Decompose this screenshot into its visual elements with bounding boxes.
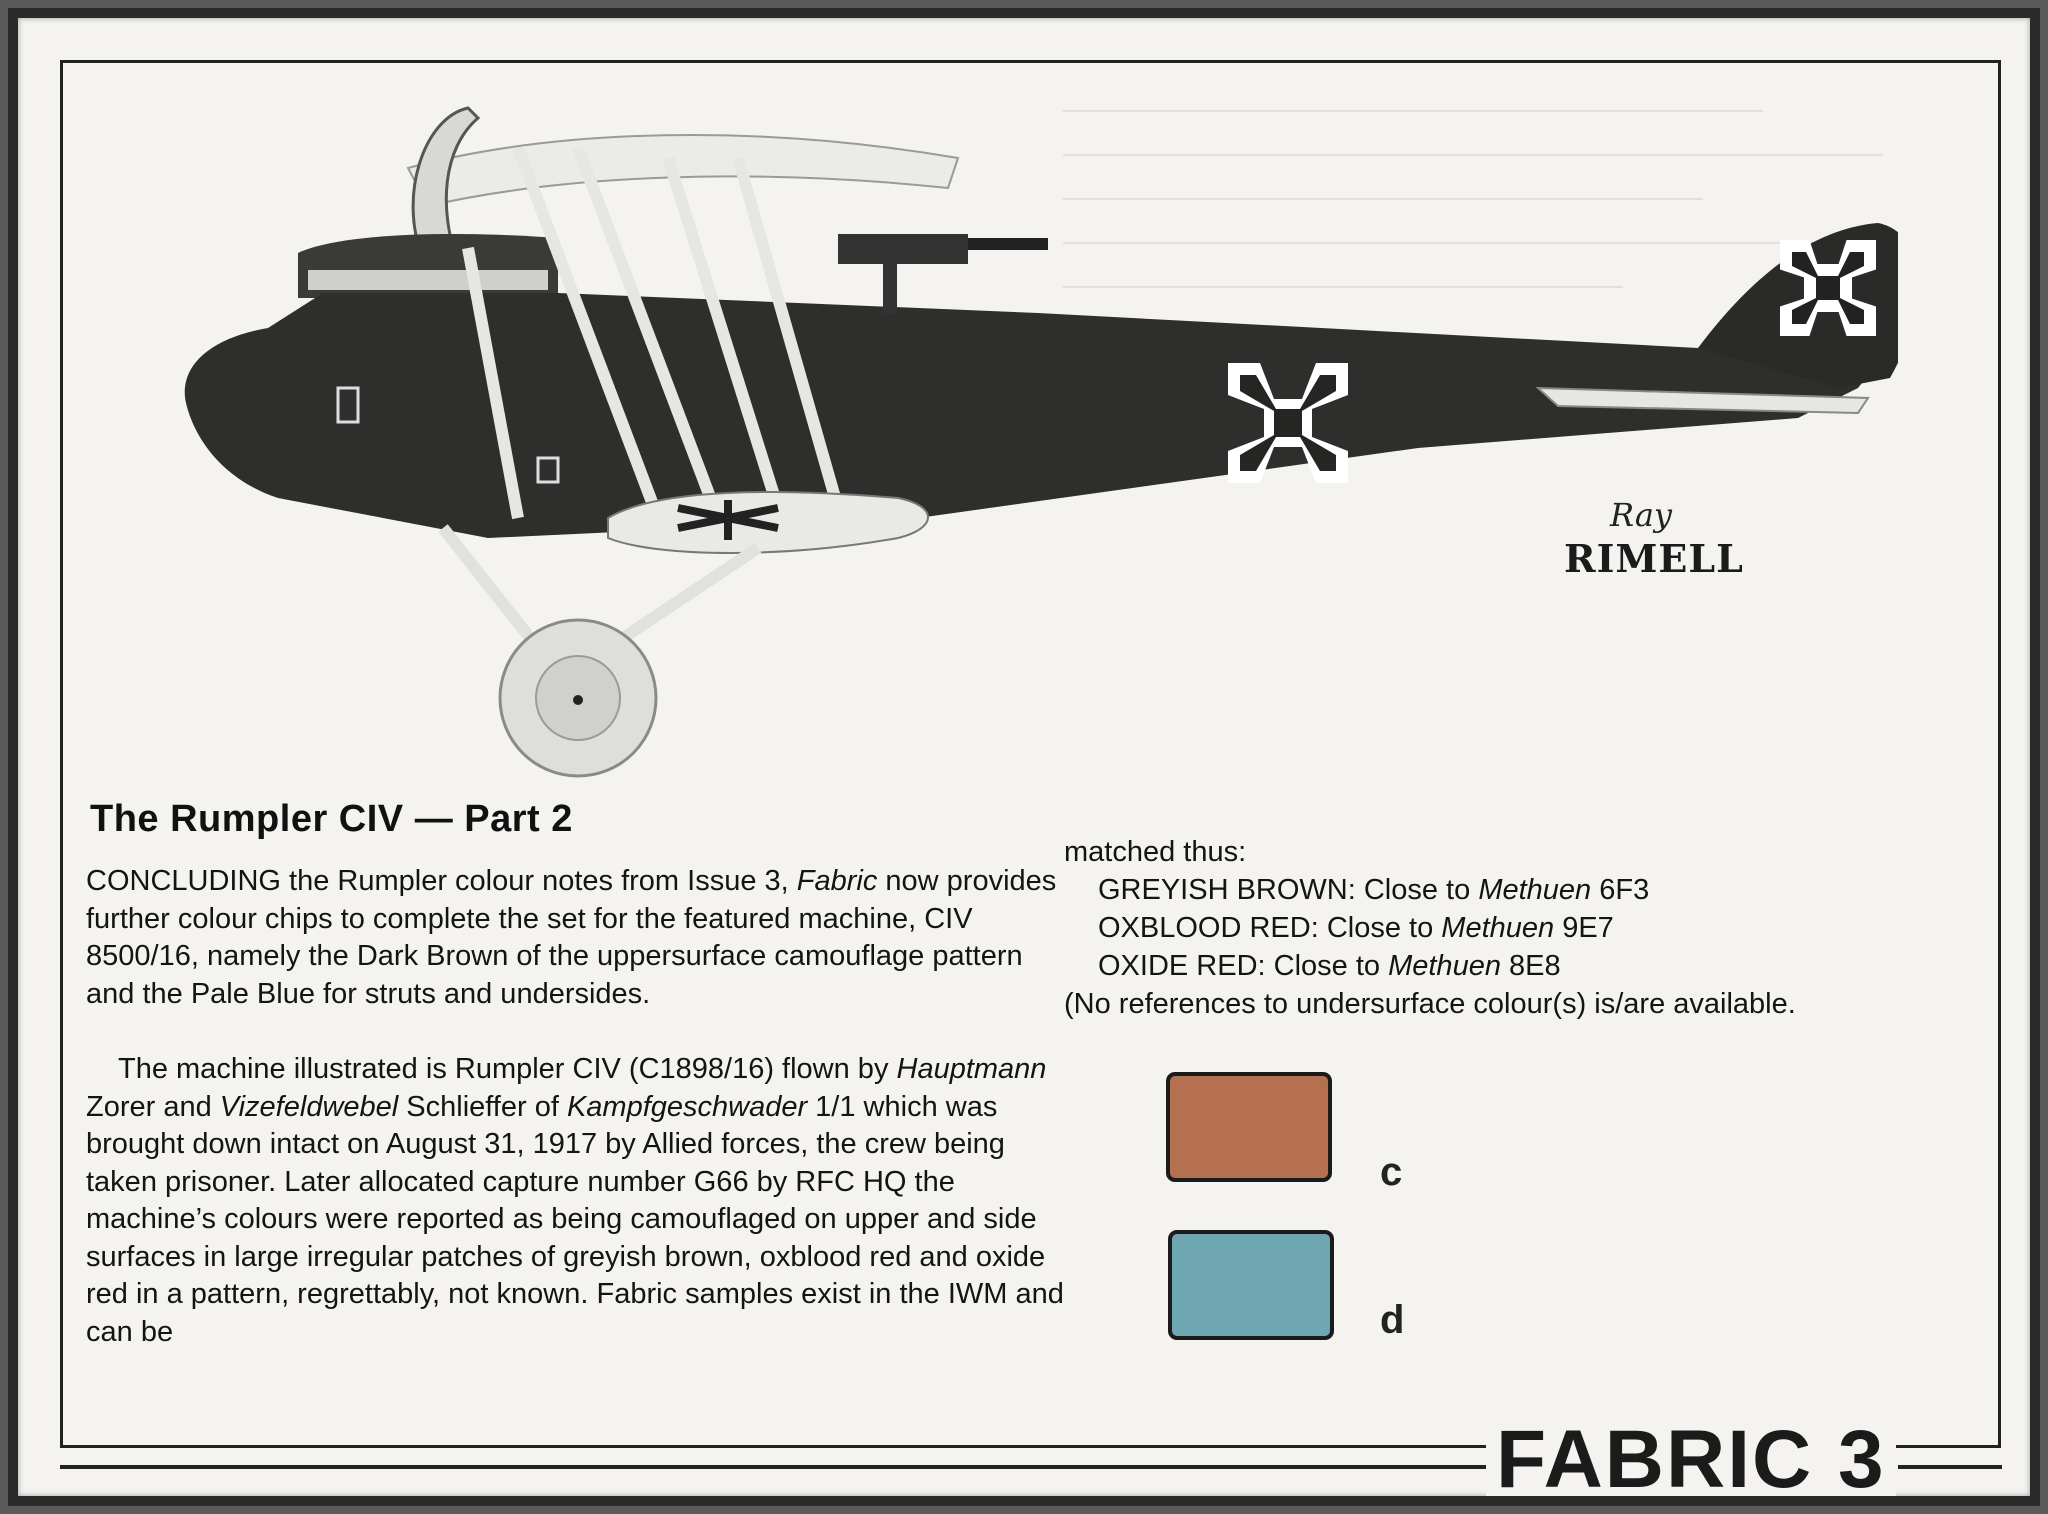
matched-intro: matched thus: [1064, 836, 1247, 868]
paragraph-intro: CONCLUDING the Rumpler colour notes from Issue 3, Fabric now provides further colour chips to complete the set for the featured machine, CIV 8500/16, namely the Dark Brown of the uppersurface camouflage pattern and the Pale Blue for struts and undersides. [86, 865, 1057, 1010]
match-oxide-red: OXIDE RED: Close to Methuen 8E8 [1098, 950, 1561, 982]
fabric-italic: Fabric [796, 865, 878, 897]
paragraph-history: The machine illustrated is Rumpler CIV (C1898/16) flown by Hauptmann Zorer and Vizefeldwebel Schlieffer of Kampfgeschwader 1/1 which was brought down intact on August 31, 1917 by Allied forces, the crew being taken prisoner. Later allocated capture number G66 by RFC HQ the machine’s colours were reported as being camouflaged on upper and side surfaces in large irregular patches of greyish brown, oxblood red and oxide red in a pattern, regrettably, not known. Fabric samples exist in the IWM and can be [86, 1053, 1064, 1348]
colour-chip-d [1168, 1230, 1334, 1340]
article-title: The Rumpler CIV — Part 2 [90, 798, 573, 840]
chip-label-c: c [1380, 1150, 1403, 1194]
artist-signature-last: RIMELL [1564, 536, 1744, 581]
artist-signature-first: Ray [1610, 496, 1672, 534]
colour-chip-c [1166, 1072, 1332, 1182]
rumpler-civ-illustration [138, 88, 1898, 788]
left-column [86, 863, 1076, 1351]
lead-word: CONCLUDING [86, 865, 281, 897]
chip-label-d: d [1380, 1298, 1405, 1342]
magazine-page [18, 18, 2030, 1496]
match-oxblood-red: OXBLOOD RED: Close to Methuen 9E7 [1098, 912, 1614, 944]
undersurface-note: (No references to undersurface colour(s) is/are available. [1064, 988, 1796, 1020]
magazine-issue-footer: FABRIC 3 [1486, 1413, 1896, 1496]
right-column [1064, 833, 2004, 1023]
footer-rule-left [60, 1465, 1490, 1469]
match-greyish-brown: GREYISH BROWN: Close to Methuen 6F3 [1098, 874, 1650, 906]
footer-rule-right [1898, 1465, 2002, 1469]
